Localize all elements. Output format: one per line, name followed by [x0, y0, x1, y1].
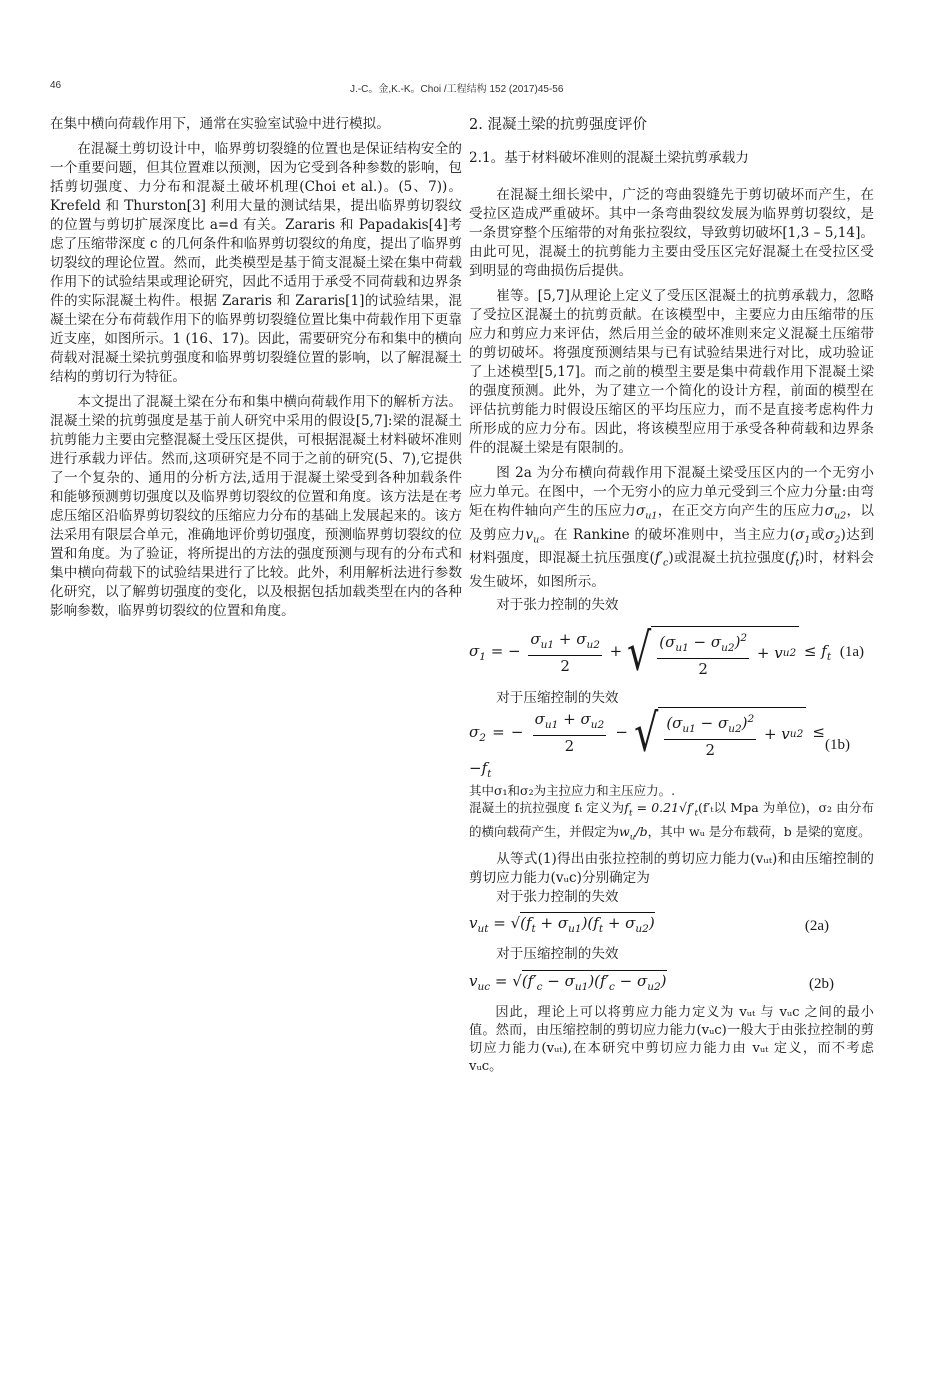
equation-number: (2b) — [809, 975, 834, 992]
running-header: J.-C。金,K.-K。Choi /工程结构 152 (2017)45-56 — [350, 84, 564, 95]
paragraph: 从等式(1)得出由张拉控制的剪切应力能力(vᵤₜ)和由压缩控制的剪切应力能力(vᵤc)分别确定为 — [469, 851, 874, 887]
note — [469, 799, 874, 846]
math-inline: $\sigma_2$ — [825, 526, 841, 546]
text-run: )或混凝土抗拉强度( — [668, 550, 791, 567]
text-run: 图 2a 为分布横向荷载作用下混凝土梁受压区内的一个无穷小应力单元。在图中，一个无穷小的应力单元受到三个应力分量:由弯矩在构件轴向产生的压应力 — [469, 465, 874, 519]
subsection-title: 2.1。基于材料破坏准则的混凝土梁抗剪承载力 — [469, 150, 749, 166]
equation-number: (2a) — [804, 917, 829, 934]
math-inline: $w_u/b$ — [619, 823, 648, 843]
paragraph: 在混凝土剪切设计中，临界剪切裂缝的位置也是保证结构安全的一个重要问题，但其位置难以预测，因为它受到各种参数的影响，包括剪切强度、力分布和混凝土破坏机理(Choi et al.)。(5、7))。Krefeld 和 Thurston[3] 利用大量的测试结果，提出临界剪切裂纹的位置与剪切扩展深度比 a=d 有关。Zararis 和 Papadakis[4]考虑了压缩带深度 c 的几何条件和临界剪切裂纹的角度，提出了临界剪切裂纹的理论位置。然而，此类模型是基于简支混凝土梁在集中荷载作用下的试验结果或理论研究，因此不适用于承受不同荷载和边界条件的实际混凝土构件。根据 Zararis 和 Zararis[1]的试验结果，混凝土梁在分布荷载作用下的临界剪切裂缝位置比集中荷载作用下更靠近支座，如图所示。1 (16、17)。因此，需要研究分布和集中的横向荷载对混凝土梁抗剪强度和临界剪切裂缝位置的影响，以了解混凝土结构的剪切行为特征。 — [50, 141, 462, 385]
equation-number: (1a) — [839, 643, 864, 660]
equation-body: $v_{ut} = √(f_t + \sigma_{u1})(f_t + \sigma_{u2})$ — [469, 913, 655, 935]
math-inline: $f_t$ — [790, 550, 800, 570]
paragraph: 崔等。[5,7]从理论上定义了受压区混凝土的抗剪承载力，忽略了受拉区混凝土的抗剪贡献。在该模型中，主要应力由压缩带的压应力和剪应力来评估，然后用兰金的破坏准则来定义混凝土压缩带的剪切破坏。将强度预测结果与已有试验结果进行对比，成功验证了上述模型[5,17]。而之前的模型主要是集中荷载作用下混凝土梁的强度预测。此外，为了建立一个简化的设计方程，前面的模型在评估抗剪能力时假设压缩区的平均压应力，而不是直接考虑构件力所形成的应力分布。因此，将该模型应用于承受各种荷载和边界条件的混凝土梁是有限制的。 — [469, 288, 874, 456]
text-run: (f′ₜ以 Mpa 为单位)，σ₂ 由分布的横向载荷产生，并假定为 — [469, 800, 874, 839]
equation-label: 对于张力控制的失效 — [496, 597, 619, 614]
equation-body: $\sigma_1$ = − $\frac{\sigma_{u1} + \sigma_{u2}}{2}$ + √ $\frac{(\sigma_{u1} - \sigma_{u2})^2}{2}$ + v u 2 ≤ $f_t$ — [469, 622, 832, 682]
page-number: 46 — [50, 80, 62, 91]
section-title: 2. 混凝土梁的抗剪强度评价 — [469, 117, 647, 133]
text-run: ，以及剪应力 — [469, 503, 875, 543]
text-run: 混凝土的抗拉强度 fₜ 定义为 — [469, 800, 625, 816]
math-inline: $f'_c$ — [654, 550, 669, 570]
math-inline: $\sigma_{u1}$ — [635, 503, 658, 522]
equation-label: 对于张力控制的失效 — [496, 889, 619, 906]
math-inline: $f_t = 0.21√f'_t$ — [624, 800, 699, 819]
right-column — [469, 115, 874, 1076]
paragraph: 因此，理论上可以将剪应力能力定义为 vᵤₜ 与 vᵤc 之间的最小值。然而，由压缩控制的剪切应力能力(vᵤc)一般大于由张拉控制的剪切应力能力(vᵤₜ),在本研究中剪切应力能力由 vᵤₜ 定义，而不考虑 vᵤc。 — [469, 1005, 874, 1075]
equation-body: $\sigma_2$ = − $\frac{\sigma_{u1} + \sigma_{u2}}{2}$ − √ $\frac{(\sigma_{u1} - \sigma_{u2})^2}{2}$ + v u 2 ≤ $-f_t$ — [469, 702, 826, 780]
equation-body: $v_{uc} = √(f'_c - \sigma_{u1})(f'_c - \sigma_{u2})$ — [469, 971, 667, 993]
equation-notes — [469, 782, 874, 846]
math-inline: $\sigma_{u2}$ — [824, 503, 847, 522]
equation-1b — [469, 702, 874, 782]
equation-1a — [469, 615, 874, 689]
paragraph — [469, 464, 874, 592]
paragraph: 在集中横向荷载作用下，通常在实验室试验中进行模拟。 — [50, 116, 390, 132]
equation-number: (1b) — [825, 736, 850, 753]
paragraph: 本文提出了混凝土梁在分布和集中横向荷载作用下的解析方法。混凝土梁的抗剪强度是基于前人研究中采用的假设[5,7]:梁的混凝土抗剪能力主要由完整混凝土受压区提供，可根据混凝土材料破坏准则进行承载力评估。然而,这项研究是不同于之前的研究(5、7),它提供了一个复杂的、通用的分析方法,适用于混凝土梁受到各种加载条件和能够预测剪切强度以及临界剪切裂纹的位置和角度。该方法是在考虑压缩区沿临界剪切裂纹的压缩应力分布的基础上发展起来的。该方法采用有限层合单元，准确地评价剪切强度，预测临界剪切裂纹的位置和角度。为了验证，将所提出的方法的强度预测与现有的分布式和集中横向荷载下的试验结果进行了比较。此外，利用解析法进行参数化研究，以了解剪切强度的变化，以及根据包括加载类型在内的各种影响参数，临界剪切裂纹的位置和角度。 — [50, 394, 462, 619]
note: 其中σ₁和σ₂为主拉应力和主压应力。. — [469, 783, 676, 799]
paragraph: 在混凝土细长梁中，广泛的弯曲裂缝先于剪切破坏而产生，在受拉区造成严重破坏。其中一条弯曲裂纹发展为临界剪切裂纹，是一条贯穿整个压缩带的对角张拉裂纹，导致剪切破坏[1,3 – 5,14]。由此可见，混凝土的抗剪能力主要由受压区完好混凝土在受拉区受到明显的弯曲损伤后提供。 — [469, 187, 874, 279]
text-run: ，其中 wᵤ 是分布载荷，b 是梁的宽度。 — [647, 823, 871, 839]
text-run: )时，材料会发生破坏，如图所示。 — [469, 550, 875, 591]
equation-2b — [469, 964, 874, 1004]
left-column — [50, 115, 462, 621]
equation-label: 对于压缩控制的失效 — [496, 690, 619, 707]
text-run: ，在正交方向产生的压应力 — [657, 503, 825, 519]
equation-label: 对于压缩控制的失效 — [496, 946, 619, 963]
text-run: 。在 Rankine 的破坏准则中，当主应力( — [539, 526, 796, 543]
text-run: )达到材料强度，即混凝土抗压强度( — [469, 526, 874, 567]
text-run: 或 — [810, 526, 826, 543]
equation-2a — [469, 907, 874, 945]
math-inline: $v_u$ — [525, 526, 540, 546]
math-inline: $\sigma_1$ — [795, 526, 811, 546]
